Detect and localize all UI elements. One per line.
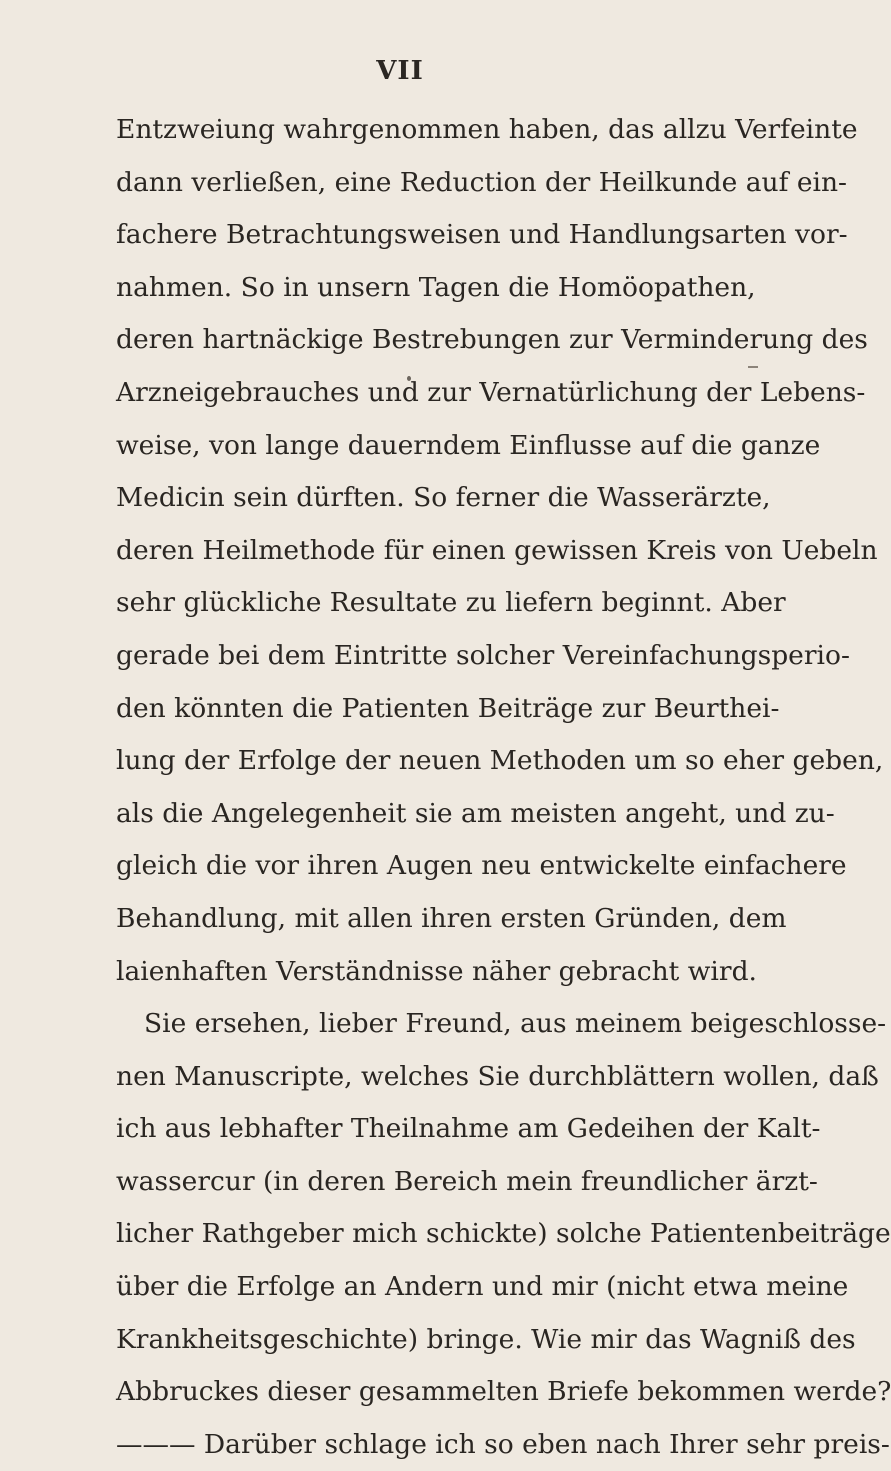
text-line: Arzneigebrauches und zur Vernatürlichung der Lebens- <box>116 376 866 408</box>
text-line: nen Manuscripte, welches Sie durchblättern wollen, daß <box>116 1060 879 1092</box>
text-line: Krankheitsgeschichte) bringe. Wie mir das Wagniß des <box>116 1323 856 1355</box>
text-line: dann verließen, eine Reduction der Heilkunde auf ein- <box>116 166 848 198</box>
text-line: deren hartnäckige Bestrebungen zur Verminderung des <box>116 324 868 356</box>
text-line: Medicin sein dürften. So ferner die Wasserärzte, <box>116 482 771 514</box>
text-line: gleich die vor ihren Augen neu entwickelte einfachere <box>116 850 847 882</box>
text-line: wassercur (in deren Bereich mein freundlicher ärzt- <box>116 1165 818 1197</box>
text-line: den könnten die Patienten Beiträge zur Beurthei- <box>116 692 780 724</box>
text-line: Sie ersehen, lieber Freund, aus meinem beigeschlosse- <box>144 1008 887 1040</box>
text-line: weise, von lange dauerndem Einflusse auf die ganze <box>116 429 821 461</box>
text-line: lung der Erfolge der neuen Methoden um so eher geben, <box>116 745 884 777</box>
text-line: fachere Betrachtungsweisen und Handlungsarten vor- <box>116 219 848 251</box>
text-line: nahmen. So in unsern Tagen die Homöopathen, <box>116 271 756 303</box>
text-line: als die Angelegenheit sie am meisten angeht, und zu- <box>116 797 835 829</box>
text-line: gerade bei dem Eintritte solcher Vereinfachungsperio- <box>116 639 850 671</box>
margin-mark <box>748 366 758 368</box>
body-text <box>116 104 891 1471</box>
page-number: VII <box>376 56 424 86</box>
text-line: licher Rathgeber mich schickte) solche Patientenbeiträge <box>116 1218 891 1250</box>
text-line: Abbruckes dieser gesammelten Briefe bekommen werde? <box>116 1376 891 1408</box>
text-line: über die Erfolge an Andern und mir (nicht etwa meine <box>116 1271 849 1303</box>
text-line: deren Heilmethode für einen gewissen Kreis von Uebeln <box>116 534 878 566</box>
text-line: sehr glückliche Resultate zu liefern beginnt. Aber <box>116 587 786 619</box>
text-line: ich aus lebhafter Theilnahme am Gedeihen der Kalt- <box>116 1113 821 1145</box>
text-line: Behandlung, mit allen ihren ersten Gründen, dem <box>116 902 787 934</box>
text-line: laienhaften Verständnisse näher gebracht wird. <box>116 955 757 987</box>
text-line: ——— Darüber schlage ich so eben nach Ihrer sehr preis- <box>116 1428 890 1460</box>
text-line: Entzweiung wahrgenommen haben, das allzu Verfeinte <box>116 114 858 145</box>
